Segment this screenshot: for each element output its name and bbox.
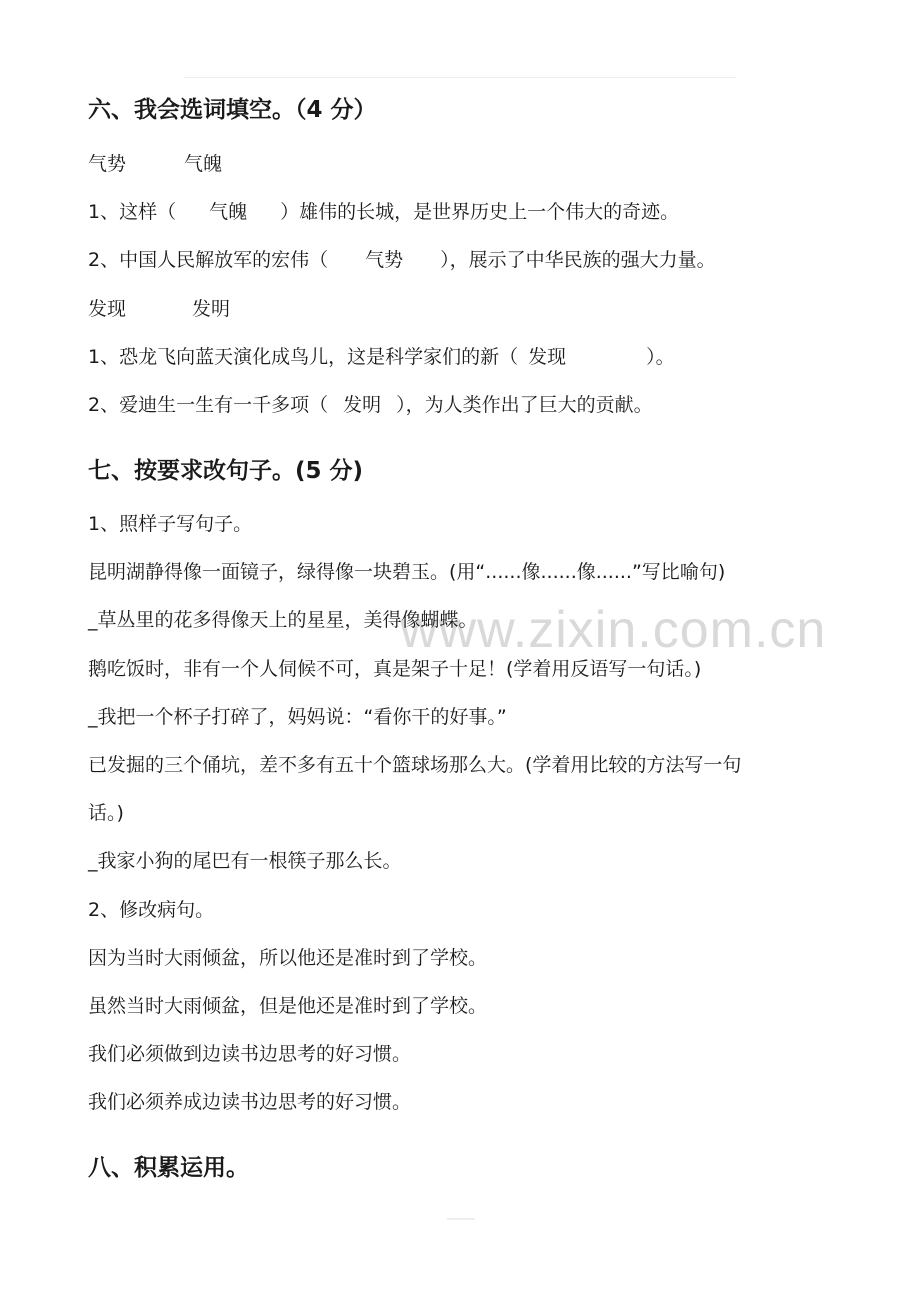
subsection-1: 1、照样子写句子。 [88, 513, 253, 535]
word-option: 发明 [192, 298, 231, 320]
section-7-title: 七、按要求改句子。(5 分) [88, 458, 364, 484]
answer-blank: 气魄 [209, 201, 248, 223]
question-text: ），为人类作出了巨大的贡献。 [396, 394, 653, 416]
question-4 [88, 393, 653, 417]
prompt-sentence: 鹅吃饭时，非有一个人伺候不可，真是架子十足！(学着用反语写一句话。) [88, 658, 702, 680]
word-options-2 [88, 297, 230, 321]
question-text: ）。 [646, 346, 675, 368]
subsection-2: 2、修改病句。 [88, 899, 215, 921]
question-text: 1、恐龙飞向蓝天演化成鸟儿，这是科学家们的新（ [88, 346, 519, 368]
question-text: ）雄伟的长城，是世界历史上一个伟大的奇迹。 [280, 201, 680, 223]
section-6-title: 六、我会选词填空。（4 分） [88, 97, 377, 123]
corrected-sentence: 我们必须养成边读书边思考的好习惯。 [88, 1091, 412, 1113]
watermark: www.zixin.com.cn [400, 601, 827, 659]
word-option: 发现 [88, 298, 127, 320]
question-text: 1、这样（ [88, 201, 177, 223]
section-8-title: 八、积累运用。 [88, 1155, 249, 1181]
question-text: ），展示了中华民族的强大力量。 [440, 249, 716, 271]
corrected-sentence: 虽然当时大雨倾盆，但是他还是准时到了学校。 [88, 995, 488, 1017]
prompt-sentence: 昆明湖静得像一面镜子，绿得像一块碧玉。(用“......像......像......”写比喻句) [88, 561, 726, 583]
answer-sentence: _我把一个杯子打碎了，妈妈说：“看你干的好事。” [88, 706, 507, 728]
prompt-sentence-cont: 话。) [88, 802, 124, 824]
question-text: 2、中国人民解放军的宏伟（ [88, 249, 329, 271]
header-rule [184, 77, 736, 78]
prompt-sentence: 已发掘的三个俑坑，差不多有五十个篮球场那么大。(学着用比较的方法写一句 [88, 754, 742, 776]
question-text: 2、爱迪生一生有一千多项（ [88, 394, 329, 416]
answer-sentence: _我家小狗的尾巴有一根筷子那么长。 [88, 850, 402, 872]
question-2 [88, 248, 716, 272]
answer-blank: 发现 [528, 346, 567, 368]
word-option: 气势 [88, 153, 127, 175]
wrong-sentence: 因为当时大雨倾盆，所以他还是准时到了学校。 [88, 947, 488, 969]
word-option: 气魄 [184, 153, 223, 175]
answer-blank: 发明 [343, 394, 382, 416]
word-options-1 [88, 152, 222, 176]
answer-sentence: _草丛里的花多得像天上的星星，美得像蝴蝶。 [88, 609, 478, 631]
wrong-sentence: 我们必须做到边读书边思考的好习惯。 [88, 1043, 412, 1065]
answer-blank: 气势 [365, 249, 404, 271]
footer-mark [447, 1218, 475, 1220]
question-3 [88, 345, 675, 369]
question-1 [88, 200, 679, 224]
